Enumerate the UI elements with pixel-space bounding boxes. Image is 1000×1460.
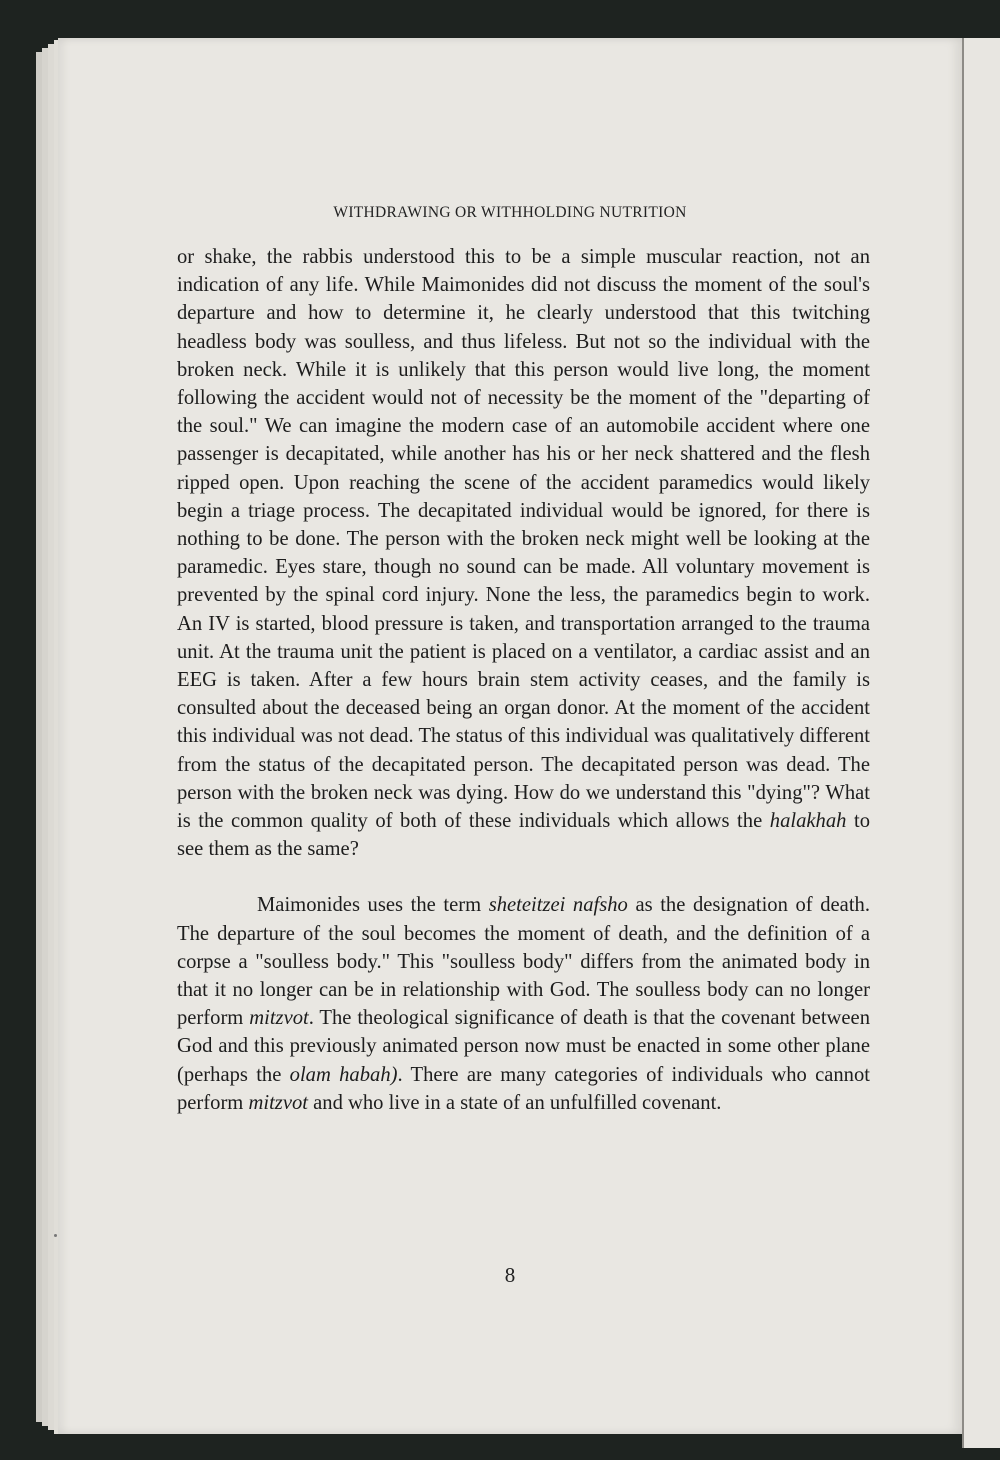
paragraph-2-part-3: . The theological significance of death is that the covenant between God and this previously animated person now must be enacted in some other plane (perhaps the bbox=[177, 1007, 870, 1086]
paper-speck bbox=[54, 1234, 57, 1237]
paragraph-1-ending: to see them as the same? bbox=[177, 810, 871, 861]
paragraph-2-part-5: and who live in a state of an unfulfilled covenant. bbox=[307, 1091, 722, 1114]
page-number: 8 bbox=[504, 1263, 516, 1287]
body-text bbox=[177, 243, 870, 1117]
italic-term-olam-habah: olam habah) bbox=[289, 1063, 398, 1086]
running-head: WITHDRAWING OR WITHHOLDING NUTRITION bbox=[333, 204, 687, 221]
paragraph-1 bbox=[177, 243, 870, 863]
book-page bbox=[58, 38, 962, 1434]
paragraph-2-part-4: . There are many categories of individuals who cannot perform bbox=[177, 1063, 871, 1114]
facing-page-edge bbox=[962, 38, 1000, 1448]
italic-term-sheteitzei-nafsho: sheteitzei nafsho bbox=[488, 894, 628, 917]
italic-term-halakhah: halakhah bbox=[769, 810, 847, 833]
italic-term-mitzvot: mitzvot bbox=[249, 1007, 309, 1030]
paragraph-2-part-2: as the designation of death. The departure of the soul becomes the moment of death, and the definition of a corpse a "soulless body." This "soulless body" differs from the animated body in that it no longer can be in relationship with God. The soulless body can no longer perform bbox=[177, 894, 870, 1030]
italic-term-mitzvot-2: mitzvot bbox=[248, 1091, 308, 1114]
paragraph-1-text: or shake, the rabbis understood this to be a simple muscular reaction, not an indication of any life. While Maimonides did not discuss the moment of the soul's departure and how to determine it, he clearly understood that this twitching headless body was soulless, and thus lifeless. But not so the individual with the broken neck. While it is unlikely that this person would live long, the moment following the accident would not of necessity be the moment of the "departing of the soul." We can imagine the modern case of an automobile accident where one passenger is decapitated, while another has his or her neck shattered and the flesh ripped open. Upon reaching the scene of the accident paramedics would likely begin a triage process. The decapitated individual would be ignored, for there is nothing to be done. The person with the broken neck might well be looking at the paramedic. Eyes stare, though no sound can be made. All voluntary movement is prevented by the spinal cord injury. None the less, the paramedics begin to work. An IV is started, blood pressure is taken, and transportation arranged to the trauma unit. At the trauma unit the patient is placed on a ventilator, a cardiac assist and an EEG is taken. After a few hours brain stem activity ceases, and the family is consulted about the deceased being an organ donor. At the moment of the accident this individual was not dead. The status of this individual was qualitatively different from the status of the decapitated person. The decapitated person was dead. The person with the broken neck was dying. How do we understand this "dying"? What is the common quality of both of these individuals which allows the bbox=[177, 246, 870, 833]
paragraph-2-part-1: Maimonides uses the term bbox=[257, 894, 489, 917]
paragraph-2 bbox=[177, 891, 870, 1117]
